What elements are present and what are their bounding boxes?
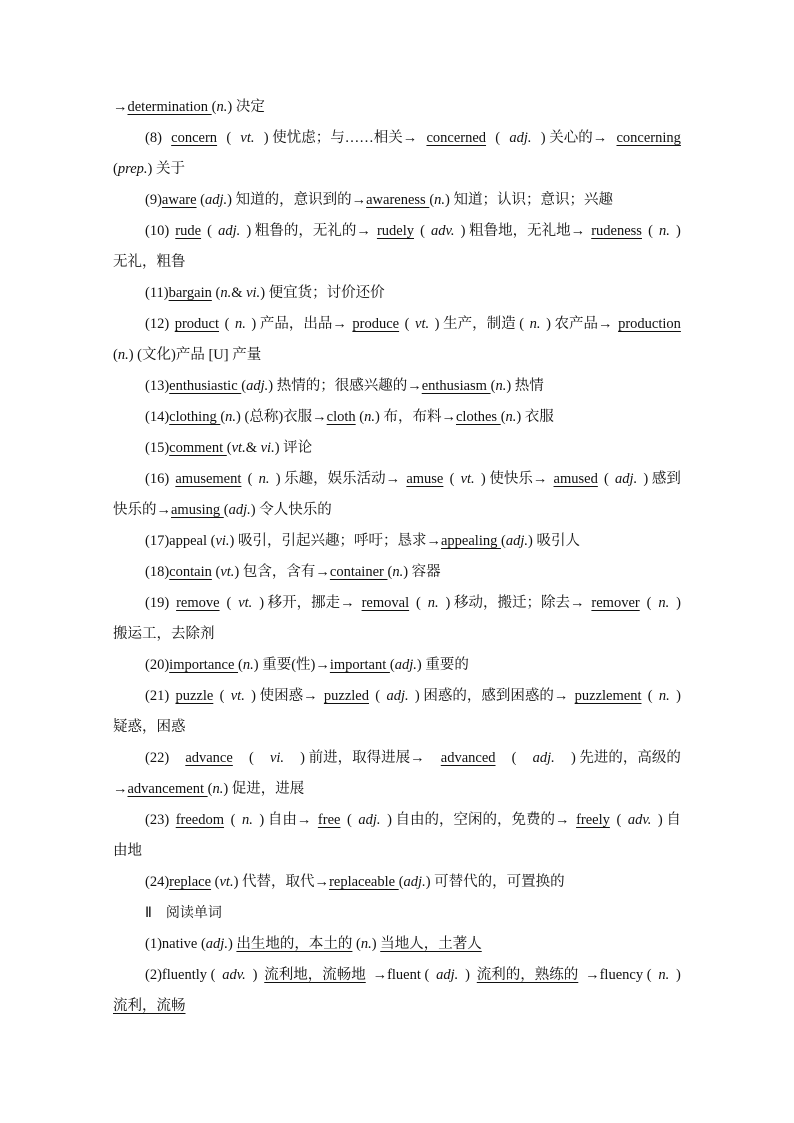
line-text: (20)	[145, 657, 170, 673]
line-text: ) 使困惑→	[251, 688, 318, 704]
answer-blank-text: replaceable	[329, 874, 399, 890]
line-text: (	[346, 812, 352, 828]
line-text: (	[404, 316, 410, 332]
line-text: (2)fluently (	[145, 967, 216, 983]
line-text: ) 包含，含有→	[234, 564, 330, 580]
part-of-speech: vt.	[230, 688, 245, 704]
line-text: (	[238, 657, 243, 673]
line-text: ) 代替，取代→	[233, 874, 330, 890]
vocab-line	[113, 624, 681, 644]
answer-blank-text: puzzlement	[574, 688, 642, 704]
answer-blank-text: appealing	[441, 533, 501, 549]
line-text: )	[676, 688, 681, 704]
answer-blank-text: concerned	[426, 130, 487, 146]
line-text: (	[220, 409, 226, 425]
line-text: (	[223, 502, 229, 518]
line-text: (	[646, 595, 652, 611]
vocab-line	[145, 593, 681, 613]
part-of-speech: n.	[658, 688, 670, 704]
answer-blank-text: advancement	[127, 781, 208, 797]
part-of-speech: adj.	[205, 192, 228, 208]
part-of-speech: adj.	[358, 812, 381, 828]
vocab-line	[113, 97, 681, 117]
line-text: (19)	[145, 595, 170, 611]
line-text: →	[113, 99, 128, 115]
line-text: ) 可替代的，可置换的	[425, 874, 565, 890]
vocab-line	[145, 376, 681, 396]
vocab-line	[145, 190, 681, 210]
part-of-speech: n.	[427, 595, 439, 611]
answer-blank-text: remover	[591, 595, 640, 611]
answer-blank-text: comment	[169, 440, 227, 456]
part-of-speech: adj.	[532, 750, 555, 766]
line-text: (	[196, 192, 205, 208]
line-text: ) (总称)衣服→	[236, 409, 327, 425]
line-text: (	[511, 750, 517, 766]
line-text: (12)	[145, 316, 170, 332]
line-text: (	[604, 471, 609, 487]
part-of-speech: n.	[505, 409, 517, 425]
vocab-line	[145, 562, 681, 582]
vocab-line	[145, 531, 681, 551]
line-text: ) 吸引人	[528, 533, 580, 549]
answer-blank-text: concern	[171, 130, 218, 146]
answer-blank-text: advanced	[440, 750, 496, 766]
line-text: (	[389, 657, 395, 673]
line-text: (22)	[145, 750, 170, 766]
line-text: ) 前进，取得进展→	[300, 750, 425, 766]
vocab-line	[145, 655, 681, 675]
line-text: →	[113, 781, 128, 797]
vocab-line	[145, 407, 681, 427]
line-text: (16)	[145, 471, 170, 487]
answer-blank-text: advance	[185, 750, 233, 766]
vocab-line	[113, 841, 681, 861]
line-text: ) 自由的，空闲的，免费的→	[387, 812, 570, 828]
line-text: ) 使忧虑；与……相关→	[263, 130, 418, 146]
line-text: (	[113, 161, 118, 177]
part-of-speech: vt.	[220, 564, 235, 580]
answer-blank-text: contain	[169, 564, 212, 580]
part-of-speech: n.	[242, 657, 254, 673]
line-text: ) 便宜货；讨价还价	[260, 285, 385, 301]
part-of-speech: adv.	[627, 812, 652, 828]
line-text: (	[224, 316, 230, 332]
line-text: (	[495, 130, 501, 146]
line-text: 无礼，粗鲁	[113, 254, 186, 270]
part-of-speech: adj.	[403, 874, 426, 890]
line-text: (8)	[145, 130, 162, 146]
line-text: )	[252, 967, 258, 983]
part-of-speech: n.	[364, 409, 376, 425]
answer-blank-text: determination	[127, 99, 212, 115]
answer-blank-text: bargain	[168, 285, 212, 301]
part-of-speech: n.	[434, 192, 446, 208]
part-of-speech: adj.	[436, 967, 459, 983]
line-text: ) 产品，出品→	[251, 316, 347, 332]
line-text: (17)appeal (	[145, 533, 216, 549]
line-text: (	[416, 595, 421, 611]
line-text: ) 知道；认识；意识；兴趣	[445, 192, 613, 208]
line-text: ) 农产品→	[546, 316, 613, 332]
line-text: ) 自	[657, 812, 681, 828]
vocab-line	[113, 717, 681, 737]
line-text: ) 生产，制造 (	[434, 316, 525, 332]
vocab-line	[145, 469, 681, 489]
answer-blank-text: awareness	[366, 192, 430, 208]
line-text: (	[375, 688, 381, 704]
part-of-speech: adv.	[431, 223, 455, 239]
line-text: ) 移开，挪走→	[259, 595, 355, 611]
line-text: (1)native (	[145, 936, 206, 952]
line-text: (18)	[145, 564, 170, 580]
part-of-speech: adv.	[222, 967, 246, 983]
vocab-line	[113, 779, 681, 799]
line-text: (	[247, 471, 253, 487]
line-text: )	[227, 936, 237, 952]
line-text: 快乐的→	[113, 502, 171, 518]
line-text: (13)	[145, 378, 170, 394]
part-of-speech: adj.	[386, 688, 409, 704]
line-text: (	[207, 781, 213, 797]
answer-blank-text: production	[618, 316, 681, 332]
part-of-speech: vt.	[219, 874, 234, 890]
vocab-line	[145, 934, 681, 954]
line-text: (	[226, 440, 232, 456]
line-text: (	[211, 874, 220, 890]
part-of-speech: adj.	[205, 936, 228, 952]
vocab-line	[145, 438, 681, 458]
line-text: (11)	[145, 285, 169, 301]
vocab-line	[145, 221, 681, 241]
part-of-speech: n.	[658, 595, 670, 611]
line-text: (	[398, 874, 404, 890]
answer-blank-text: cloth	[326, 409, 356, 425]
answer-blank-text: 流利地，流畅地	[264, 967, 366, 983]
line-text: (23)	[145, 812, 170, 828]
vocab-line	[145, 748, 681, 768]
line-text: ) 粗鲁的，无礼的→	[246, 223, 371, 239]
answer-blank-text: puzzled	[323, 688, 369, 704]
answer-blank-text: container	[329, 564, 388, 580]
line-text: &	[231, 285, 247, 301]
line-text: )	[371, 936, 381, 952]
line-text: ) 热情的；很感兴趣的→	[268, 378, 422, 394]
line-text: (	[420, 223, 425, 239]
line-text: →fluent (	[372, 967, 430, 983]
line-text: ) 热情	[506, 378, 544, 394]
line-text: (	[648, 223, 653, 239]
line-text: )	[676, 595, 681, 611]
vocab-line	[145, 283, 681, 303]
vocab-line	[113, 252, 681, 272]
vocab-line	[145, 686, 681, 706]
answer-blank-text: produce	[352, 316, 400, 332]
line-text: ) 困惑的，感到困惑的→	[414, 688, 569, 704]
answer-blank-text: free	[317, 812, 341, 828]
answer-blank-text: rude	[175, 223, 202, 239]
answer-blank-text: rudeness	[591, 223, 642, 239]
vocab-line	[145, 872, 681, 892]
line-text: 由地	[113, 843, 142, 859]
line-text: ) 使快乐→	[480, 471, 548, 487]
part-of-speech: vi.	[260, 440, 275, 456]
answer-blank-text: freedom	[175, 812, 225, 828]
line-text: (	[490, 378, 496, 394]
answer-blank-text: freely	[576, 812, 610, 828]
line-text: ) 重要(性)→	[253, 657, 330, 673]
part-of-speech: adj.	[218, 223, 241, 239]
vocab-line	[113, 345, 681, 365]
line-text: (	[616, 812, 622, 828]
part-of-speech: n.	[241, 812, 253, 828]
part-of-speech: vt.	[460, 471, 475, 487]
answer-blank-text: amused	[553, 471, 598, 487]
line-text: (	[219, 688, 225, 704]
line-text: ) 感到	[643, 471, 681, 487]
part-of-speech: vi.	[215, 533, 230, 549]
line-text: Ⅱ 阅读单词	[145, 905, 222, 921]
line-text: (	[248, 750, 254, 766]
line-text: (9)	[145, 192, 162, 208]
part-of-speech: n.	[659, 223, 670, 239]
part-of-speech: n.	[234, 316, 246, 332]
line-text: ) 促进，进展	[223, 781, 305, 797]
line-text: ) 关于	[147, 161, 185, 177]
line-text: ) 容器	[403, 564, 441, 580]
part-of-speech: vi.	[269, 750, 285, 766]
line-text: (	[355, 409, 365, 425]
line-text: ) 评论	[274, 440, 313, 456]
part-of-speech: n.	[258, 471, 270, 487]
line-text: (	[230, 812, 236, 828]
line-text: (	[429, 192, 435, 208]
line-text: ) 移动，搬迁；除去→	[445, 595, 585, 611]
line-text: ) 令人快乐的	[250, 502, 332, 518]
answer-blank-text: 流利，流畅	[113, 998, 186, 1014]
answer-blank-text: remove	[176, 595, 220, 611]
line-text: &	[245, 440, 261, 456]
line-text: (	[500, 409, 506, 425]
vocab-line	[145, 810, 681, 830]
answer-blank-text: amusing	[171, 502, 224, 518]
answer-blank-text: amusement	[175, 471, 242, 487]
answer-blank-text: product	[174, 316, 220, 332]
answer-blank-text: clothes	[455, 409, 501, 425]
part-of-speech: vt.	[238, 595, 253, 611]
answer-blank-text: 当地人，土著人	[380, 936, 482, 952]
vocab-line	[145, 128, 681, 148]
answer-blank-text: rudely	[376, 223, 414, 239]
part-of-speech: n.	[529, 316, 541, 332]
answer-blank-text: 出生地的，本土的	[236, 936, 353, 952]
part-of-speech: adj.	[394, 657, 417, 673]
answer-blank-text: replace	[169, 874, 212, 890]
line-text: (21)	[145, 688, 170, 704]
answer-blank-text: concerning	[616, 130, 681, 146]
line-text: (	[211, 564, 221, 580]
vocab-line	[113, 996, 681, 1016]
part-of-speech: vi.	[246, 285, 261, 301]
answer-blank-text: 流利的，熟练的	[476, 967, 579, 983]
part-of-speech: n.	[392, 564, 404, 580]
part-of-speech: adj.	[509, 130, 532, 146]
answer-blank-text: enthusiasm	[421, 378, 491, 394]
line-text: (	[211, 99, 217, 115]
line-text: (	[387, 564, 393, 580]
part-of-speech: n.	[216, 99, 228, 115]
answer-blank-text: enthusiastic	[169, 378, 242, 394]
part-of-speech: vt.	[415, 316, 430, 332]
line-text: ) 吸引，引起兴趣；呼吁；恳求→	[229, 533, 441, 549]
line-text: (	[501, 533, 506, 549]
line-text: ) 粗鲁地，无礼地→	[460, 223, 586, 239]
part-of-speech: n.	[658, 967, 670, 983]
part-of-speech: n.	[225, 409, 237, 425]
answer-blank-text: puzzle	[175, 688, 214, 704]
part-of-speech: vt.	[231, 440, 246, 456]
line-text: )	[676, 967, 681, 983]
answer-blank-text: clothing	[169, 409, 221, 425]
part-of-speech: adj.	[615, 471, 638, 487]
line-text: →fluency (	[585, 967, 652, 983]
line-text: ) 先进的，高级的	[570, 750, 681, 766]
line-text: ) 自由→	[259, 812, 312, 828]
answer-blank-text: importance	[169, 657, 239, 673]
part-of-speech: n.	[117, 347, 129, 363]
line-text: (	[352, 936, 361, 952]
part-of-speech: n.	[360, 936, 372, 952]
answer-blank-text: aware	[161, 192, 197, 208]
line-text: (24)	[145, 874, 170, 890]
part-of-speech: adj.	[505, 533, 528, 549]
line-text: (	[647, 688, 653, 704]
line-text: (	[226, 130, 232, 146]
answer-blank-text: amuse	[406, 471, 444, 487]
section-heading	[145, 903, 681, 923]
vocab-line	[145, 965, 681, 985]
line-text: (	[241, 378, 247, 394]
vocab-line	[145, 314, 681, 334]
line-text: ) (文化)产品 [U] 产量	[128, 347, 262, 363]
line-text: (15)	[145, 440, 170, 456]
line-text: ) 布，布料→	[375, 409, 456, 425]
line-text: (14)	[145, 409, 170, 425]
answer-blank-text: removal	[361, 595, 410, 611]
part-of-speech: n.	[212, 781, 224, 797]
line-text: ) 乐趣，娱乐活动→	[275, 471, 401, 487]
line-text: ) 决定	[227, 99, 265, 115]
line-text: (	[449, 471, 455, 487]
part-of-speech: vt.	[240, 130, 255, 146]
line-text: 搬运工，去除剂	[113, 626, 215, 642]
line-text: 疑惑，困惑	[113, 719, 186, 735]
line-text: (	[226, 595, 232, 611]
line-text: )	[465, 967, 470, 983]
line-text: )	[676, 223, 681, 239]
line-text: (10)	[145, 223, 170, 239]
part-of-speech: n.	[220, 285, 232, 301]
part-of-speech: adj.	[246, 378, 269, 394]
answer-blank-text: important	[329, 657, 390, 673]
line-text: ) 衣服	[516, 409, 554, 425]
vocab-line	[113, 159, 681, 179]
part-of-speech: adj.	[228, 502, 251, 518]
line-text: ) 重要的	[416, 657, 469, 673]
vocab-line	[113, 500, 681, 520]
line-text: (	[211, 285, 221, 301]
part-of-speech: prep.	[117, 161, 148, 177]
line-text: ) 关心的→	[540, 130, 608, 146]
line-text: (	[207, 223, 212, 239]
part-of-speech: n.	[495, 378, 507, 394]
line-text: ) 知道的，意识到的→	[227, 192, 367, 208]
line-text: (	[113, 347, 118, 363]
